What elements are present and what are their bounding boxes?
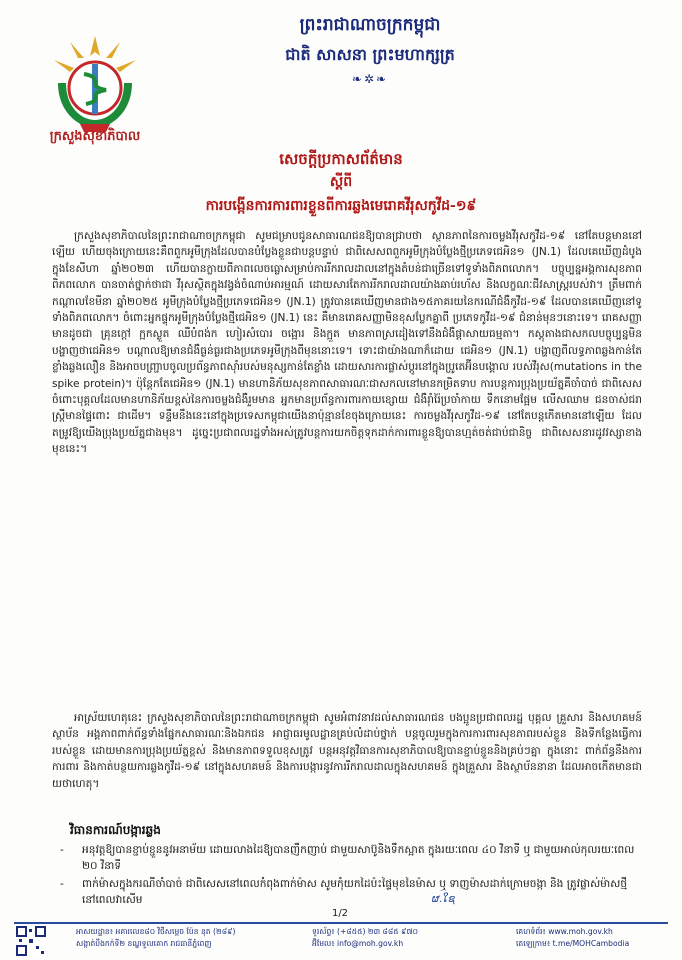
qr-code-icon [16, 926, 46, 956]
page-number: 1/2 [331, 908, 349, 919]
bullet-dash: - [60, 878, 64, 890]
ornament-divider: ❧✲❧ [351, 72, 389, 86]
national-motto: ជាតិ សាសនា ព្រះមហាក្សត្រ [285, 45, 455, 64]
footer-divider [14, 922, 668, 924]
address-line-1: អាសយដ្ឋាន៖ អគារលេខ៨០ វិថីសម្តេច ប៉ែន នុត (២៨៩) [76, 927, 236, 936]
kingdom-title: ព្រះរាជាណាចក្រកម្ពុជា [299, 15, 441, 35]
ministry-logo [40, 28, 150, 138]
footer-contact [312, 926, 512, 950]
telegram-link[interactable]: តេឡេក្រាម៖ t.me/MOHCambodia [516, 939, 630, 948]
phone-number: ទូរស័ព្ទ៖ (+៨៥៥) ២៣ ៨៨៥ ៩៧០ [312, 927, 419, 936]
list-item-text: អនុវត្តឱ្យបានខ្ជាប់ខ្ជួននូវអនាម័យ ដោយលាងដៃឱ្យបានញឹកញាប់ ជាមួយសាប៊ូនិងទឹកស្អាត ក្នុងរយៈពេល ៤០ វិនាទី ឬ ជាមួយអាល់កុលរយៈពេល ២០ វិនាទី [82, 844, 635, 872]
ministry-name: ក្រសួងសុខាភិបាល [49, 129, 141, 144]
measures-heading: វិធានការណ៍បង្ការឆ្លង [70, 823, 161, 837]
email-link[interactable]: អ៊ីមែល៖ info@moh.gov.kh [312, 939, 404, 948]
bullet-dash: - [60, 844, 64, 856]
list-item [52, 842, 642, 874]
footer-web [516, 926, 676, 950]
document-about: ស្តីពី [329, 174, 353, 190]
footer-address [76, 926, 296, 950]
list-item-text: ពាក់ម៉ាសក្នុងករណីចាំបាច់ ជាពិសេសនៅពេលកំពុងពាក់ម៉ាស សូមកុំយកដៃប៉ះផ្ទៃមុខនៃម៉ាស ឬ ទាញម៉ាសដាក់ក្រោមចង្កា និង ត្រូវផ្លាស់ម៉ាសថ្មី នៅពេលវាសើម [82, 878, 628, 906]
paragraph-appeal: អាស្រ័យហេតុនេះ ក្រសួងសុខាភិបាលនៃព្រះរាជាណាចក្រកម្ពុជា សូមអំពាវនាវដល់សាធារណជន បងប្អូនប្រជាពលរដ្ឋ បុគ្គល គ្រួសារ និងសហគមន៍ ស្ថាប័ន អង្គភាពពាក់ព័ន្ធទាំងផ្នែកសាធារណៈនិងឯកជន អាជ្ញាធរមូលដ្ឋានគ្រប់លំដាប់ថ្នាក់ បន្តចូលរួមក្នុងការការពារសុខភាពរបស់ខ្លួន និងទីកន្លែងធ្វើការរបស់ខ្លួន ដោយមានការប្រុងប្រយ័ត្នខ្ពស់ និងមានភាពទទួលខុសត្រូវ បន្តអនុវត្តវិធានការសុខាភិបាលឱ្យបានខ្ជាប់ខ្ជួននិងគ្រប់ៗគ្នា ក្នុងនោះ ពាក់ព័ន្ធនឹងការការពារ និងកាត់បន្ថយការឆ្លងកូវីដ-១៩ នៅក្នុងសហគមន៍ និងការបង្ការនូវការរីករាលដាលក្នុងសហគមន៍ ក្នុងគ្រួសារ និងស្ថាប័ននានា ដែលអាចកើតមានជាយថាហេតុ។ [52, 712, 642, 790]
document-title: សេចក្តីប្រកាសព័ត៌មាន [279, 150, 403, 168]
handwritten-initials: ຜ.ໃຊ [432, 894, 455, 905]
address-line-2: សង្កាត់បឹងកក់ទី២ ខណ្ឌទួលគោក រាជធានីភ្នំពេញ [76, 939, 212, 948]
document-subject: ការបង្កើនការការពារខ្លួនពីការឆ្លងមេរោគវីរុសកូវីដ-១៩ [205, 198, 477, 214]
list-item [52, 876, 642, 908]
paragraph-situation: ក្រសួងសុខាភិបាលនៃព្រះរាជាណាចក្រកម្ពុជា សូមជម្រាបជូនសាធារណជនឱ្យបានជ្រាបថា ស្ថានភាពនៃការចម្លងវីរុសកូវីដ-១៩ នៅតែបន្តមាននៅឡើយ ហើយចុងក្រោយនេះគឺពពួកអូមីក្រុងដែលបានបំប្លែងខ្លួនជាបន្តបន្ទាប់ ជាពិសេសពពួកអូមីក្រុងបំប្លែងថ្មីប្រភេទជេអិន១ (JN.1) ដែលគេឃើញដំបូង ក្នុងខែសីហា ឆ្នាំ២០២៣ ហើយបានក្លាយពីភាពលេចធ្លោសម្រាប់ការរីករាលដាលនៅក្នុងតំបន់ជាច្រើនទៅទូទាំងពិភពលោក។ បច្ចុប្បន្នអង្គការសុខភាពពិភពលោក បានចាត់ថ្នាក់ថាជា វីរុសស្ថិតក្នុងវង្វង់ចំណាប់អារម្មណ៍ ដោយសារតែការរីករាលដាលយ៉ាងឆាប់រហ័ស និងលក្ខណៈជីវសាស្ត្ររបស់វា។ ត្រឹមពាក់កណ្តាលខែមីនា ឆ្នាំ២០២៥ អូមីក្រុងបំប្លែងថ្មីប្រភេទជេអិន១ (JN.1) ត្រូវបានគេឃើញមានជាង១៥ភាគរយនៃករណីជំងឺកូវីដ-១៩ ដែលបានគេឃើញនៅទូទាំងពិភពលោក។ ចំពោះអ្នកផ្ទុកអូមីក្រុងបំប្លែងថ្មីជេអិន១ (JN.1) នេះ គឺមានរោគសញ្ញាមិនខុសប្លែកគ្នាពី ប្រភេទកូវីដ-១៩ ជំនាន់មុនៗនោះទេ។ រោគសញ្ញាមានដូចជា គ្រុនក្តៅ ក្អកស្ងួត ឈឺបំពង់ក ហៀរសំបោរ ចង្អោរ និងក្អួត មានភាពស្រដៀងទៅនឹងជំងឺផ្តាសាយធម្មតា។ កស្តុតាងជាសកលបច្ចុប្បន្នមិនបង្ហាញថាជេអិន១ បណ្តាលឱ្យមានជំងឺធ្ងន់ធ្ងរជាងប្រភេទអូមីក្រុងពីមុននោះទេ។ ទោះជាយ៉ាងណាក៏ដោយ ជេអិន១ (JN.1) បង្ហាញពីលទ្ធភាពឆ្លងកាន់តែខ្លាំងឆ្លងលឿន និងអាចបញ្ជ្រាបចូលប្រព័ន្ធភាពស៊ាំរបស់មនុស្សកាន់តែខ្លាំង ដោយសារការផ្លាស់ប្តូរនៅក្នុងប្រូតេអ៊ីនបង្គោល របស់វីរុស(mutations in the spike protein)។ ប៉ុន្តែកតែជេអិន១ (JN.1) មានហានិភ័យសុខភាពសាធារណៈជាសកលនៅមានកម្រិតទាប ការបន្តការប្រុងប្រយ័ត្នគឺចាំបាច់ ជាពិសេសចំពោះបុគ្គលដែលមានហានិភ័យខ្ពស់នៃការចម្លងជំងឺរួមមាន អ្នកមានប្រព័ន្ធការពារកាយខ្សោយ ជំងឺរ៉ាំរ៉ៃប្រចាំកាយ ទឹកនោមផ្អែម លើសឈាម ជនចាស់ជរា ស្ត្រីមានផ្ទៃពោះ ជាដើម។ ទន្ទឹមនឹងនេះនៅក្នុងប្រទេសកម្ពុជាយើងនាប៉ុន្មានខែចុងក្រោយនេះ ការចម្លងវីរុសកូវីដ-១៩ នៅតែបន្តកើតមាននៅឡើយ ដែលតម្រូវឱ្យយើងប្រុងប្រយ័ត្នជាងមុន។ ដូច្នេះប្រជាពលរដ្ឋទាំងអស់ត្រូវបន្តការយកចិត្តទុកដាក់ការពារខ្លួនឱ្យបានហ្មត់ចត់ជាប់ជានិច្ច ជាពិសេសនារដូវវស្សាខាងមុខនេះ។ [52, 230, 642, 456]
website-link[interactable]: គេហទំព័រ៖ www.moh.gov.kh [516, 927, 613, 936]
